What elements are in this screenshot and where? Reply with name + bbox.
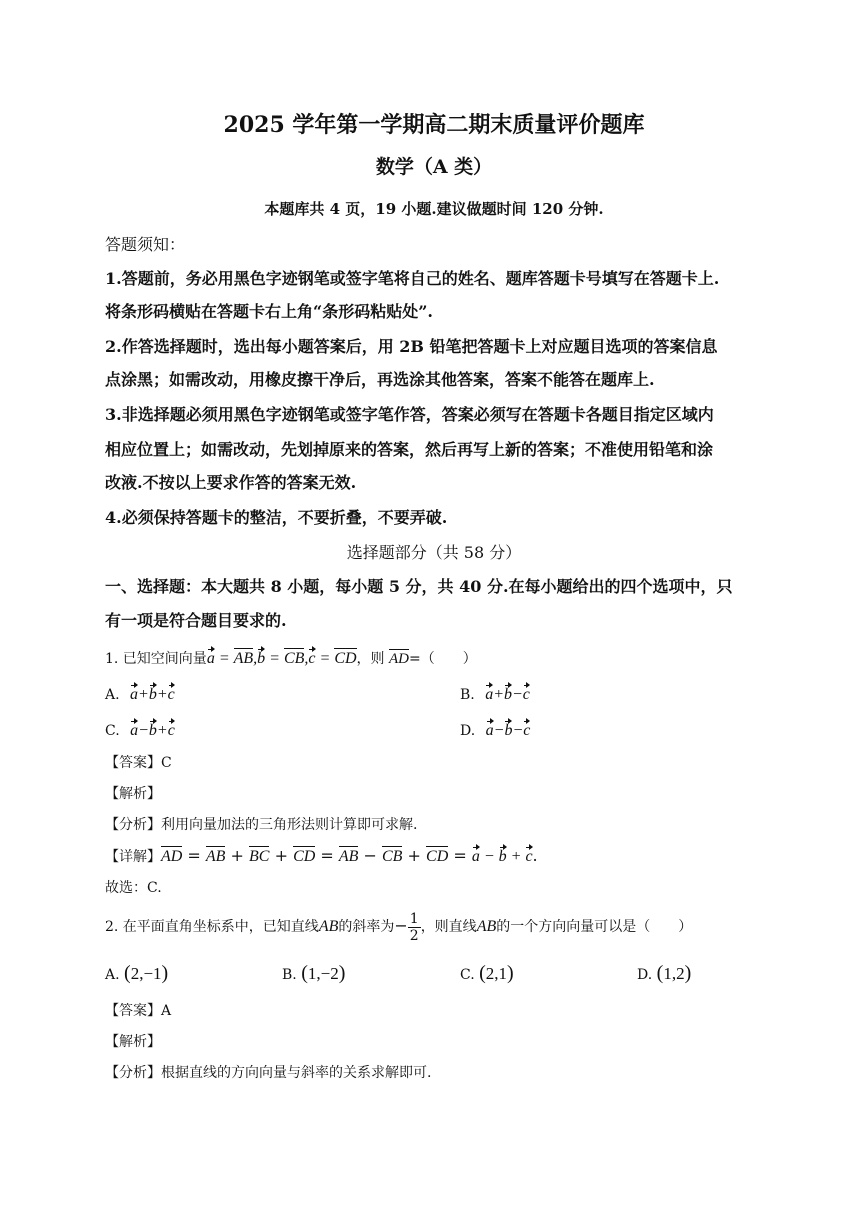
q1-detail: 【详解】AD = AB + BC + CD = AB − CB + CD = a − b + c. [105, 846, 538, 865]
notice-line: 3.非选择题必须用黑色字迹钢笔或签字笔作答，答案必须写在答题卡各题目指定区域内 [105, 405, 714, 424]
exam-title: 2025 学年第一学期高二期末质量评价题库 [223, 112, 645, 138]
notice-line: 将条形码横贴在答题卡右上角“条形码粘贴处”. [105, 302, 433, 321]
slope-fraction: $\frac{1}{2}$ [409, 910, 419, 944]
section-instruction: 有一项是符合题目要求的. [105, 611, 287, 630]
q1-option-c[interactable]: C. a−b+c [105, 722, 175, 739]
q1-conclusion: 故选：C. [105, 880, 162, 896]
notice-heading: 答题须知： [105, 235, 186, 254]
q2-option-c[interactable]: C. (2,1) [460, 962, 514, 984]
q2-option-d[interactable]: D. (1,2) [637, 962, 692, 984]
q2-jiexi: 【解析】 [105, 1034, 161, 1050]
q2-option-b[interactable]: B. (1,−2) [282, 962, 346, 984]
notice-line: 相应位置上；如需改动，先划掉原来的答案，然后再写上新的答案；不准使用铅笔和涂 [105, 440, 714, 459]
q1-analysis: 【分析】利用向量加法的三角形法则计算即可求解. [105, 817, 418, 833]
section-instruction: 一、选择题：本大题共 8 小题，每小题 5 分，共 40 分.在每小题给出的四个选项中，只 [105, 577, 733, 596]
q1-option-a[interactable]: A. a+b+c [105, 686, 175, 703]
exam-info: 本题库共 4 页，19 小题.建议做题时间 120 分钟. [264, 200, 604, 218]
q1-jiexi: 【解析】 [105, 786, 161, 802]
q1-option-d[interactable]: D. a−b−c [460, 722, 531, 739]
q2-answer: 【答案】A [105, 1003, 172, 1019]
exam-subtitle: 数学（A 类） [375, 156, 493, 178]
q2-option-a[interactable]: A. (2,−1) [105, 962, 169, 984]
q1-answer: 【答案】C [105, 755, 172, 771]
notice-line: 改液.不按以上要求作答的答案无效. [105, 473, 357, 492]
question-1-stem: 1. 已知空间向量a = AB,b = CB,c = CD，则 AD=（ ） [105, 650, 477, 667]
q2-analysis: 【分析】根据直线的方向向量与斜率的关系求解即可. [105, 1065, 432, 1081]
notice-line: 1.答题前，务必用黑色字迹钢笔或签字笔将自己的姓名、题库答题卡号填写在答题卡上. [105, 269, 720, 288]
question-2-stem: 2. 在平面直角坐标系中，已知直线AB的斜率为− $\frac{1}{2}$ ，则直线AB的一个方向向量可以是（ ） [105, 910, 693, 944]
notice-line: 点涂黑；如需改动，用橡皮擦干净后，再选涂其他答案，答案不能答在题库上. [105, 370, 655, 389]
notice-line: 4.必须保持答题卡的整洁，不要折叠，不要弄破. [105, 508, 448, 527]
notice-line: 2.作答选择题时，选出每小题答案后，用 2B 铅笔把答题卡上对应题目选项的答案信息 [105, 337, 718, 356]
q1-option-b[interactable]: B. a+b−c [460, 686, 530, 703]
vector-definitions: a = AB,b = CB,c = CD [206, 650, 357, 667]
section-title: 选择题部分（共 58 分） [346, 543, 522, 562]
